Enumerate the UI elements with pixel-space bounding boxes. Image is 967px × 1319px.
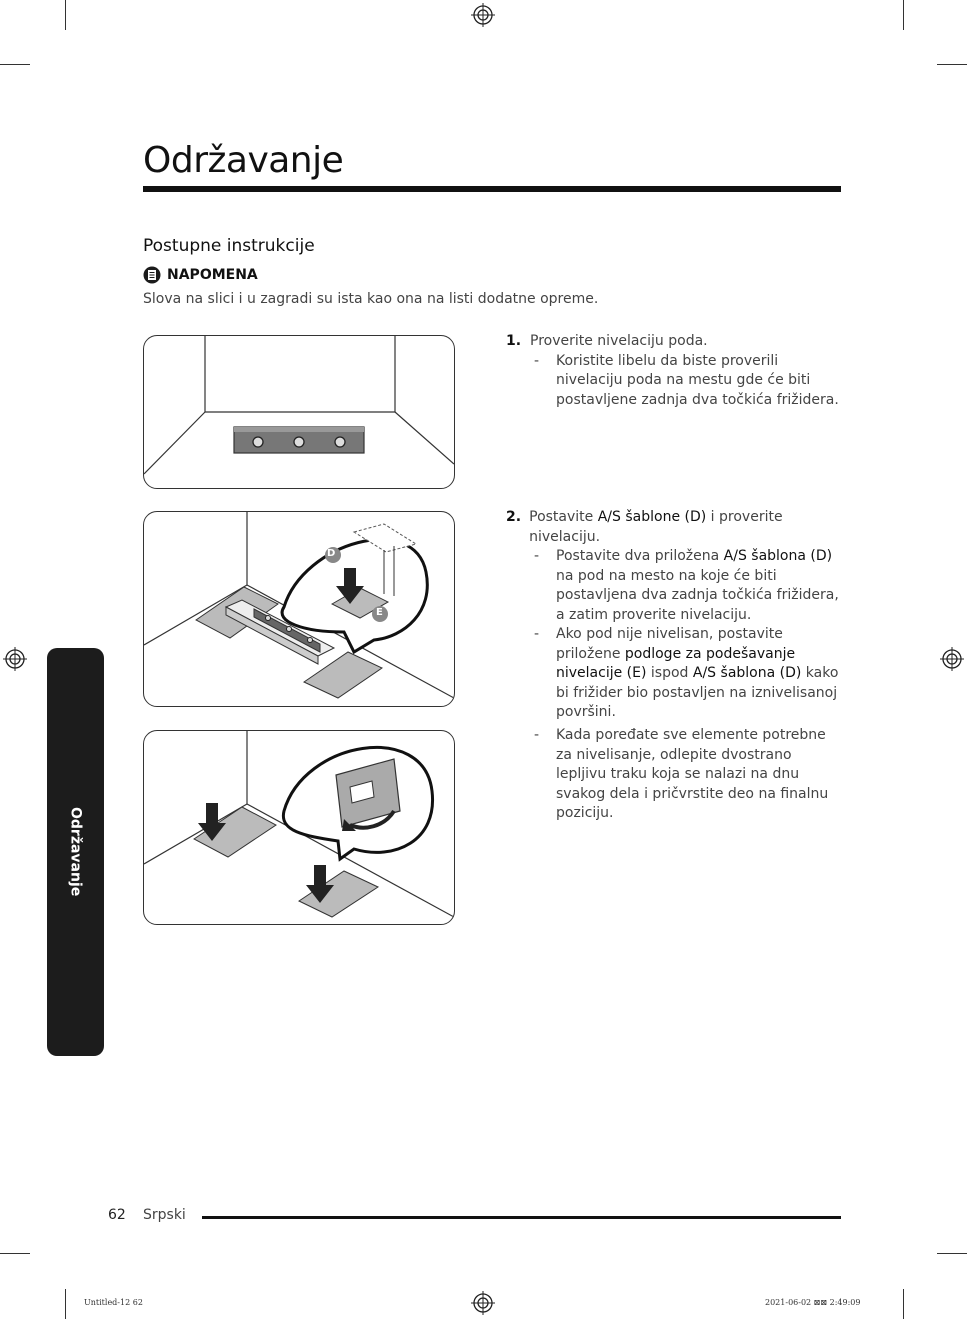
- note-row: [143, 266, 258, 284]
- footer-language: Srpski: [143, 1207, 186, 1223]
- sub-text: [556, 547, 846, 625]
- step-text-part: Postavite: [529, 509, 598, 525]
- list-dash: -: [534, 352, 540, 369]
- list-dash: -: [534, 727, 540, 743]
- crop-mark: [937, 1253, 967, 1254]
- step-text-part: i proverite nivelaciju.: [529, 509, 783, 545]
- sub-text: Kada poređate sve elemente potrebne za nivelisanje, odlepite dvostrano lepljivu traku koja se nalazi na dnu svakog dela i pričvrstite deo na finalnu poziciju.: [556, 727, 829, 821]
- registration-mark-icon: [471, 3, 495, 27]
- note-icon: [143, 266, 161, 284]
- title-rule: [143, 186, 841, 192]
- sub-text-part: Postavite dva priložena: [556, 548, 724, 564]
- registration-mark-icon: [3, 647, 27, 671]
- page-number: 62: [108, 1207, 126, 1223]
- note-text: Slova na slici i u zagradi su ista kao ona na listi dodatne opreme.: [143, 291, 599, 307]
- registration-mark-icon: [471, 1291, 495, 1315]
- sub-text-part: na pod na mesto na koje će biti postavljena dva zadnja točkića frižidera, a zatim proverite nivelaciju.: [556, 567, 839, 623]
- side-tab-label-wrap: [47, 648, 104, 1056]
- sub-text: [556, 625, 846, 723]
- step-number: 1.: [506, 333, 522, 349]
- crop-mark: [0, 1253, 30, 1254]
- sub-text-part: ispod: [646, 665, 693, 681]
- crop-mark: [0, 64, 30, 65]
- list-dash: -: [534, 548, 540, 564]
- sub-text-highlight: A/S šablona (D): [692, 665, 802, 681]
- step-text-highlight: A/S šablone (D): [597, 509, 707, 525]
- label-e: E: [376, 607, 383, 618]
- step-text: [529, 508, 846, 547]
- registration-mark-icon: [940, 647, 964, 671]
- step-1: [506, 332, 846, 410]
- list-dash: -: [534, 626, 540, 642]
- side-tab-label: Održavanje: [67, 807, 84, 897]
- label-d: D: [327, 548, 336, 559]
- step-text: Proverite nivelaciju poda.: [530, 333, 708, 349]
- sub-text-highlight: A/S šablona (D): [723, 548, 833, 564]
- crop-mark: [903, 1289, 904, 1319]
- sub-text: Koristite libelu da biste proverili nivelaciju poda na mestu gde će biti postavljene zadnja dva točkića frižidera.: [556, 352, 839, 408]
- sub-text-highlight: podloge za podešavanje nivelacije (E): [556, 645, 796, 681]
- sub-text-part: kako bi frižider bio postavljen na iznivelisanoj površini.: [556, 665, 839, 720]
- step-2: [506, 508, 846, 723]
- page-title: Održavanje: [143, 140, 344, 181]
- figure-adhesive-tape: [143, 730, 455, 925]
- crop-mark: [65, 0, 66, 30]
- sub-text-part: Ako pod nije nivelisan, postavite priložene: [556, 626, 783, 662]
- step-number: 2.: [506, 509, 522, 525]
- section-heading: Postupne instrukcije: [143, 236, 315, 256]
- note-label: NAPOMENA: [167, 267, 258, 283]
- crop-mark: [65, 1289, 66, 1319]
- figure-as-template: [143, 511, 455, 707]
- crop-mark: [903, 0, 904, 30]
- footer-rule: [202, 1216, 841, 1219]
- print-info-right: 2021-06-02 ⊠⊠ 2:49:09: [765, 1298, 861, 1307]
- print-info-left: Untitled-12 62: [84, 1298, 143, 1307]
- figure-floor-level: [143, 335, 455, 489]
- crop-mark: [937, 64, 967, 65]
- step-3: [506, 726, 846, 824]
